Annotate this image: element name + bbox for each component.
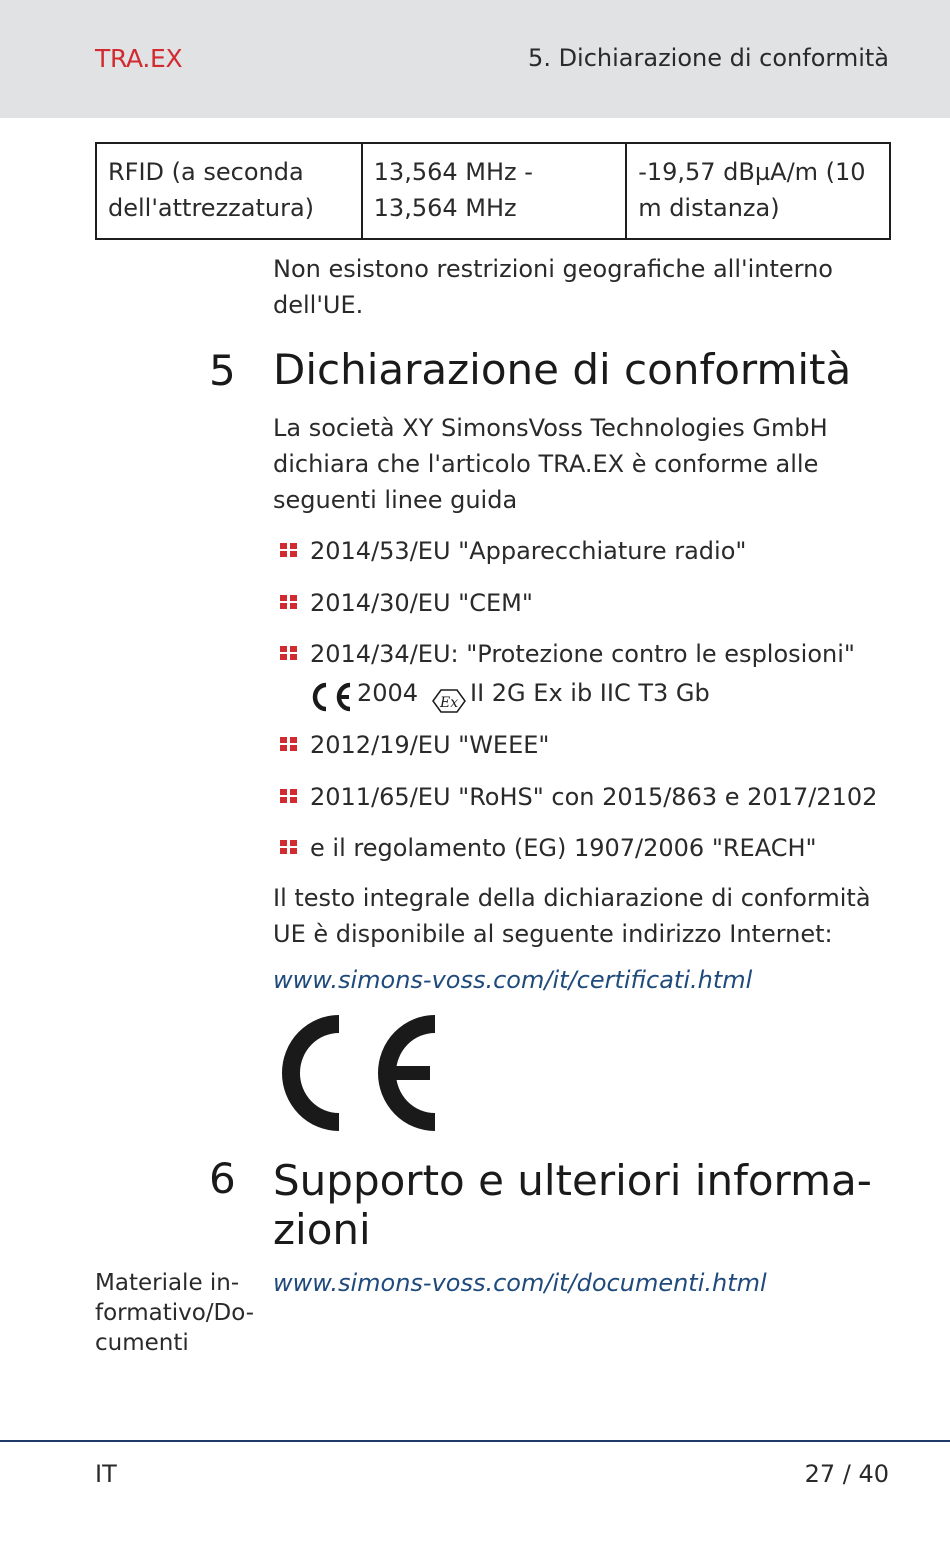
bullet-icon — [279, 645, 299, 661]
page-header — [0, 0, 950, 118]
footer-divider — [0, 1440, 950, 1442]
ex-icon — [433, 690, 465, 712]
table-cell: 13,564 MHz - 13,564 MHz — [362, 143, 627, 239]
atex-marking — [310, 676, 730, 716]
section-5-number: 5 — [209, 346, 236, 395]
brand-name: TRA.EX — [95, 44, 183, 73]
list-item-text: 2014/34/EU: "Protezione contro le esplosioni" — [310, 640, 855, 668]
list-item-text: 2014/30/EU "CEM" — [310, 589, 533, 617]
ex-symbol-text: Ex — [440, 695, 459, 711]
list-item-text: 2011/65/EU "RoHS" con 2015/863 e 2017/2102 — [310, 783, 878, 811]
atex-year: 2004 — [357, 679, 419, 707]
list-item-text: e il regolamento (EG) 1907/2006 "REACH" — [310, 834, 817, 862]
footer-language: IT — [95, 1460, 117, 1488]
bullet-icon — [279, 542, 299, 558]
table-cell: RFID (a seconda dell'attrezzatura) — [96, 143, 362, 239]
bullet-icon — [279, 788, 299, 804]
full-text-note: Il testo integrale della dichiarazione di conformità UE è disponibile al seguente indirizzo Internet: — [273, 884, 871, 948]
table-row — [96, 143, 890, 239]
restriction-note: Non esistono restrizioni geografiche all'interno dell'UE. — [273, 255, 833, 319]
header-section-title: 5. Dichiarazione di conformità — [528, 44, 889, 72]
section-5-title: Dichiarazione di conformità — [273, 345, 852, 394]
section-5-intro: La società XY SimonsVoss Technologies GmbH dichiara che l'articolo TRA.EX è conforme alle seguenti linee guida — [273, 414, 828, 514]
bullet-icon — [279, 736, 299, 752]
list-item-text: 2014/53/EU "Apparecchiature radio" — [310, 537, 747, 565]
ce-mark-icon — [272, 1012, 442, 1134]
page-number: 27 / 40 — [804, 1460, 889, 1488]
section-6-title-line-2: zioni — [273, 1205, 371, 1254]
documents-side-label: Materiale in- formativo/Do- cumenti — [95, 1270, 255, 1356]
section-6-title-line-1: Supporto e ulteriori informa- — [273, 1156, 872, 1205]
section-6-number: 6 — [209, 1154, 236, 1203]
bullet-icon — [279, 839, 299, 855]
bullet-icon — [279, 594, 299, 610]
ce-small-icon — [315, 685, 350, 709]
table-cell: -19,57 dBµA/m (10 m distanza) — [626, 143, 890, 239]
frequency-table — [95, 142, 891, 240]
list-item-text: 2012/19/EU "WEEE" — [310, 731, 550, 759]
certificates-link[interactable]: www.simons-voss.com/it/certificati.html — [273, 966, 753, 994]
atex-code: II 2G Ex ib IIC T3 Gb — [470, 679, 710, 707]
documents-link[interactable]: www.simons-voss.com/it/documenti.html — [273, 1269, 767, 1297]
